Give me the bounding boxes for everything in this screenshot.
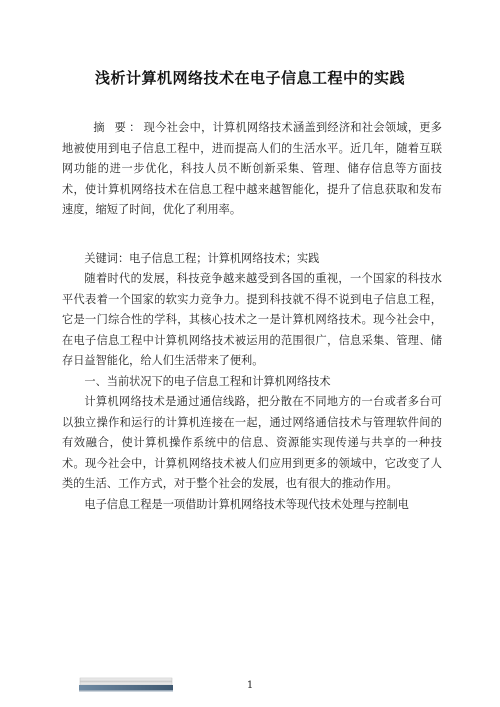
abstract-paragraph (62, 118, 442, 221)
keywords-line: 关键词：电子信息工程；计算机网络技术；实践 (84, 251, 320, 265)
section-heading: 一、当前状况下的电子信息工程和计算机网络技术 (84, 374, 331, 388)
abstract-text: 现今社会中，计算机网络技术涵盖到经济和社会领域，更多地被使用到电子信息工程中，进而提高人们的生活水平。近几年，随着互联网功能的进一步优化，科技人员不断创新采集、管理、储存信息等方面技术，使计算机网络技术在信息工程中越来越智能化，提升了信息获取和发布速度，缩短了时间，优化了利用率。 (62, 121, 442, 216)
page-number: 1 (246, 680, 254, 691)
page-title: 浅析计算机网络技术在电子信息工程中的实践 (94, 69, 405, 87)
body-paragraph-1: 随着时代的发展，科技竞争越来越受到各国的重视，一个国家的科技水平代表着一个国家的软实力竞争力。提到科技就不得不说到电子信息工程，它是一门综合性的学科，其核心技术之一是计算机网络技术。现今社会中，在电子信息工程中计算机网络技术被运用的范围很广，信息采集、管理、储存日益智能化，给人们生活带来了便利。 (62, 272, 442, 367)
document-body (62, 118, 442, 515)
body-paragraph-2: 计算机网络技术是通过通信线路，把分散在不同地方的一台或者多台可以独立操作和运行的计算机连接在一起，通过网络通信技术与管理软件间的有效融合，使计算机操作系统中的信息、资源能实现传递与共享的一种技术。现今社会中，计算机网络技术被人们应用到更多的领域中，它改变了人类的生活、工作方式，对于整个社会的发展，也有很大的推动作用。 (62, 395, 442, 490)
body-paragraph-3: 电子信息工程是一项借助计算机网络技术等现代技术处理与控制电 (84, 497, 409, 511)
abstract-label: 摘 要： (93, 121, 144, 134)
